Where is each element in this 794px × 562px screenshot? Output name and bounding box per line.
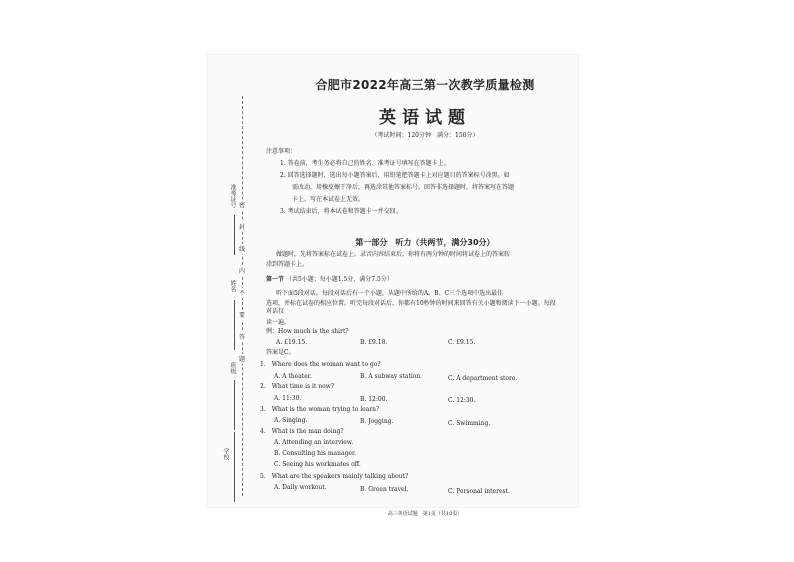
binding-mark: 不 [238, 290, 245, 297]
question-stem: 4. What is the man doing? [260, 428, 344, 435]
question-option: C. A department store. [448, 375, 518, 382]
binding-label-school: 学校 [222, 448, 229, 460]
exam-time-score: （考试时间：120分钟 满分：150分） [371, 132, 479, 139]
section-intro: 涂到答题卡上。 [266, 261, 309, 268]
notes-item: 1. 答卷前，考生务必将自己的姓名、准考证号填写在答题卡上。 [280, 160, 450, 167]
question-option: C. Seeing his workmates off. [274, 461, 361, 468]
question-option: A. 11:30. [274, 395, 302, 402]
directions-line: 读一遍。 [266, 319, 291, 326]
question-stem: 2. What time is it now? [260, 383, 335, 390]
question-option: A. A theater. [274, 373, 312, 380]
binding-underline [234, 380, 235, 430]
page-footer: 高三英语试题 第1页（共10页） [387, 511, 463, 517]
question-option: C. Swimming. [448, 420, 491, 427]
question-option: B. Green travel. [360, 486, 409, 493]
notes-item: 2. 回答选择题时，选出每小题答案后，用铅笔把答题卡上对应题目的答案标号涂黑。如 [280, 172, 510, 179]
binding-underline [234, 432, 235, 502]
notes-item: 卡上。写在本试卷上无效。 [292, 196, 365, 203]
exam-subject-title: 英语试题 [379, 108, 471, 128]
question-stem: 1. Where does the woman want to go? [260, 361, 381, 368]
notes-item: 需改动，用橡皮擦干净后，再选涂其他答案标号。回答非选择题时，将答案写在答题 [292, 184, 515, 191]
example-question: 例：How much is the shirt? [266, 328, 349, 335]
part-desc: （共5小题；每小题1.5分，满分7.5分） [285, 276, 393, 283]
binding-label-ticket: 准考证号 [229, 184, 236, 208]
question-option: B. Jogging. [360, 418, 394, 425]
example-option: A. £19.15. [276, 339, 308, 346]
question-option: B. A subway station. [360, 373, 423, 380]
question-option: B. Consulting his manager. [274, 450, 357, 457]
example-option: B. £9.18. [360, 339, 388, 346]
example-option: C. £9.15. [448, 339, 476, 346]
binding-label-name: 姓名 [229, 280, 236, 292]
binding-mark: 线 [238, 246, 245, 253]
binding-mark: 要 [238, 312, 245, 319]
notes-heading: 注意事项： [266, 148, 297, 155]
question-option: C. Personal interest. [448, 488, 510, 495]
directions-line: 选项，并标在试卷的相应位置。听完每段对话后，你都有10秒钟的时间来回答有关小题和阅读下一小题。每段对话仅 [266, 300, 556, 315]
binding-label-class: 班级 [229, 362, 236, 374]
question-option: C. 12:30. [448, 397, 476, 404]
exam-header-title: 合肥市2022年高三第一次教学质量检测 [315, 78, 535, 92]
question-option: B. 12:00. [360, 396, 388, 403]
binding-mark: 答 [238, 334, 245, 341]
binding-mark: 密 [238, 202, 245, 209]
part-heading [266, 276, 393, 284]
question-option: A. Daily workout. [274, 484, 327, 491]
question-option: A. Singing. [274, 417, 308, 424]
question-option: A. Attending an interview. [274, 439, 354, 446]
section-title: 第一部分 听力（共两节，满分30分） [355, 238, 495, 247]
binding-mark: 题 [238, 356, 245, 363]
question-stem: 5. What are the speakers mainly talking about? [260, 473, 409, 480]
directions-line: 听下面5段对话。每段对话后有一个小题，从题中所给的A、B、C三个选项中选出最佳 [276, 290, 504, 297]
part-label: 第一节 [266, 276, 285, 283]
question-stem: 3. What is the woman trying to learn? [260, 406, 380, 413]
binding-underline [234, 215, 235, 255]
notes-item: 3. 考试结束后，将本试卷和答题卡一并交回。 [280, 208, 402, 215]
binding-underline [234, 300, 235, 350]
binding-mark: 封 [238, 224, 245, 231]
binding-mark: 内 [238, 268, 245, 275]
example-answer: 答案是C。 [266, 349, 295, 356]
section-intro: 做题时，先将答案标在试卷上。录音内容结束后，你将有两分钟的时间将试卷上的答案转 [276, 251, 511, 258]
